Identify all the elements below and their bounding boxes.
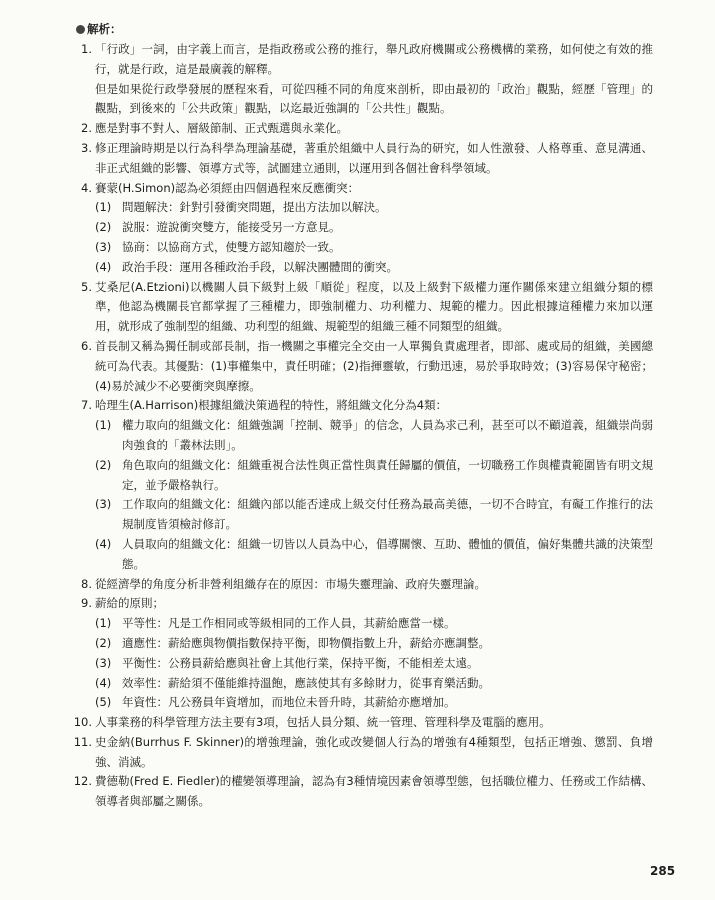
sub-item-text: 年資性：凡公務員年資增加，而地位未晉升時，其薪給亦應增加。 [122,695,456,710]
sub-item-text: 適應性：薪給應與物價指數保持平衡，即物價指數上升，薪給亦應調整。 [122,635,490,650]
answer-item [68,594,653,713]
sub-item [95,258,653,278]
sub-item-marker: (5) [95,695,112,710]
sub-item [95,218,653,238]
sub-item-text: 政治手段：運用各種政治手段，以解決團體間的衝突。 [122,259,398,274]
sub-item-marker: (4) [95,259,112,274]
sub-item-marker: (1) [95,200,112,215]
sub-item-marker: (1) [95,616,112,631]
answer-heading [76,21,122,37]
item-paragraph: 薪給的原則； [95,596,164,611]
sub-item [95,198,653,218]
item-paragraph: 費德勒(Fred E. Fiedler)的權變領導理論，認為有3種情境因素會領導型態，包括職位權力、任務或工作結構、領導者與部屬之關係。 [95,774,653,809]
sub-item-text: 問題解決：針對引發衝突問題，提出方法加以解決。 [122,200,387,215]
sub-item-text: 協商：以協商方式，使雙方認知趨於一致。 [122,239,341,254]
item-paragraph: 首長制又稱為獨任制或部長制，指一機關之事權完全交由一人單獨負責處理者，即部、處或局的組織，美國總統可為代表。其優點：(1)事權集中，責任明確；(2)指揮靈敏，行動迅速，易於爭取時效；(3)容易保守秘密；(4)易於減少不必要衝突與摩擦。 [95,338,653,393]
sub-item [95,693,653,713]
sub-item-marker: (2) [95,457,112,472]
item-paragraph: 「行政」一詞，由字義上而言，是指政務或公務的推行，舉凡政府機關或公務機構的業務，如何使之有效的推行，就是行政，這是最廣義的解釋。 [95,42,653,76]
item-paragraph: 但是如果從行政學發展的歷程來看，可從四種不同的角度來剖析，即由最初的「政治」觀點，經歷「管理」的觀點，到後來的「公共政策」觀點，以迄最近強調的「公共性」觀點。 [95,81,653,116]
answer-item [68,575,653,595]
item-number: 3. [81,140,92,155]
sub-item-marker: (2) [95,220,112,235]
page-number: 285 [650,864,676,878]
sub-item [95,535,653,575]
answer-item [68,119,653,139]
item-number: 6. [81,338,92,353]
sub-item [95,614,653,634]
item-paragraph: 應是對事不對人、層級節制、正式甄選與永業化。 [95,121,348,136]
answer-item [68,713,653,733]
item-number: 8. [81,576,92,591]
sub-item-text: 權力取向的組織文化：組織強調「控制、競爭」的信念，人員為求己利，甚至可以不顧道義，組織崇尚弱肉強食的「叢林法則」。 [122,418,653,452]
sub-item-marker: (2) [95,635,112,650]
item-paragraph: 史金納(Burrhus F. Skinner)的增強理論，強化或改變個人行為的增強有4種類型，包括正增強、懲罰、負增強、消滅。 [95,734,653,769]
answer-item [68,278,653,337]
sub-item-text: 角色取向的組織文化：組織重視合法性與正當性與責任歸屬的價值，一切職務工作與權責範圍皆有明文規定，並予嚴格執行。 [122,457,653,492]
answer-heading-text: 解析： [87,22,122,36]
sub-item-marker: (4) [95,675,112,690]
sub-item [95,456,653,496]
sub-item-marker: (4) [95,536,112,551]
item-paragraph: 從經濟學的角度分析非營利組織存在的原因：市場失靈理論、政府失靈理論。 [95,576,486,591]
item-number: 12. [73,774,92,789]
bullet-dot-icon [76,25,85,34]
sub-item [95,495,653,535]
item-paragraph: 修正理論時期是以行為科學為理論基礎，著重於組織中人員行為的研究，如人性激發、人格尊重、意見溝通、非正式組織的影響、領導方式等，試圖建立通則，以運用到各個社會科學領域。 [95,140,653,175]
item-paragraph: 賽蒙(H.Simon)認為必須經由四個過程來反應衝突： [95,180,360,195]
item-number: 7. [81,398,92,413]
sub-item-text: 平等性：凡是工作相同或等級相同的工作人員，其薪給應當一樣。 [122,616,456,631]
sub-item-marker: (1) [95,418,112,433]
sub-item-text: 工作取向的組織文化：組織內部以能否達成上級交付任務為最高美德，一切不合時宜，有礙工作推行的法規制度皆須檢討修訂。 [122,497,653,532]
answer-item [68,733,653,773]
answer-item [68,139,653,179]
answer-item [68,772,653,812]
sub-item [95,416,653,456]
answer-item [68,396,653,574]
sub-item-text: 人員取向的組織文化：組織一切皆以人員為中心，倡導關懷、互助、體恤的價值，偏好集體共識的決策型態。 [122,536,653,571]
answer-list [68,40,653,812]
item-number: 5. [81,279,92,294]
sub-item [95,634,653,654]
item-number: 4. [81,180,92,195]
answer-item [68,40,653,119]
sub-item [95,238,653,258]
sub-item-marker: (3) [95,655,112,670]
sub-item [95,654,653,674]
item-paragraph: 哈理生(A.Harrison)根據組織決策過程的特性，將組織文化分為4類： [95,398,448,413]
answer-item [68,337,653,396]
item-paragraph: 艾桑尼(A.Etzioni)以機關人員下級對上級「順從」程度，以及上級對下級權力運作關係來建立組織分類的標準，他認為機關長官都掌握了三種權力，即強制權力、功利權力、規範的權力。因此根據這種權力來加以運用，就形成了強制型的組織、功利型的組織、規範型的組織三種不同類型的組織。 [95,279,653,334]
item-number: 9. [81,596,92,611]
sub-item [95,674,653,694]
sub-item-text: 說服：遊說衝突雙方，能接受另一方意見。 [122,220,341,235]
sub-item-marker: (3) [95,497,112,512]
item-number: 2. [81,121,92,136]
sub-item-marker: (3) [95,239,112,254]
sub-item-text: 平衡性：公務員薪給應與社會上其他行業，保持平衡，不能相差太遠。 [122,655,479,670]
item-number: 1. [81,42,92,56]
item-paragraph: 人事業務的科學管理方法主要有3項，包括人員分類、統一管理、管理科學及電腦的應用。 [95,715,551,730]
sub-item-text: 效率性：薪給須不僅能維持溫飽，應該使其有多餘財力，從事育樂活動。 [122,675,490,690]
item-number: 10. [73,715,92,730]
item-number: 11. [73,734,92,749]
answer-item [68,179,653,278]
